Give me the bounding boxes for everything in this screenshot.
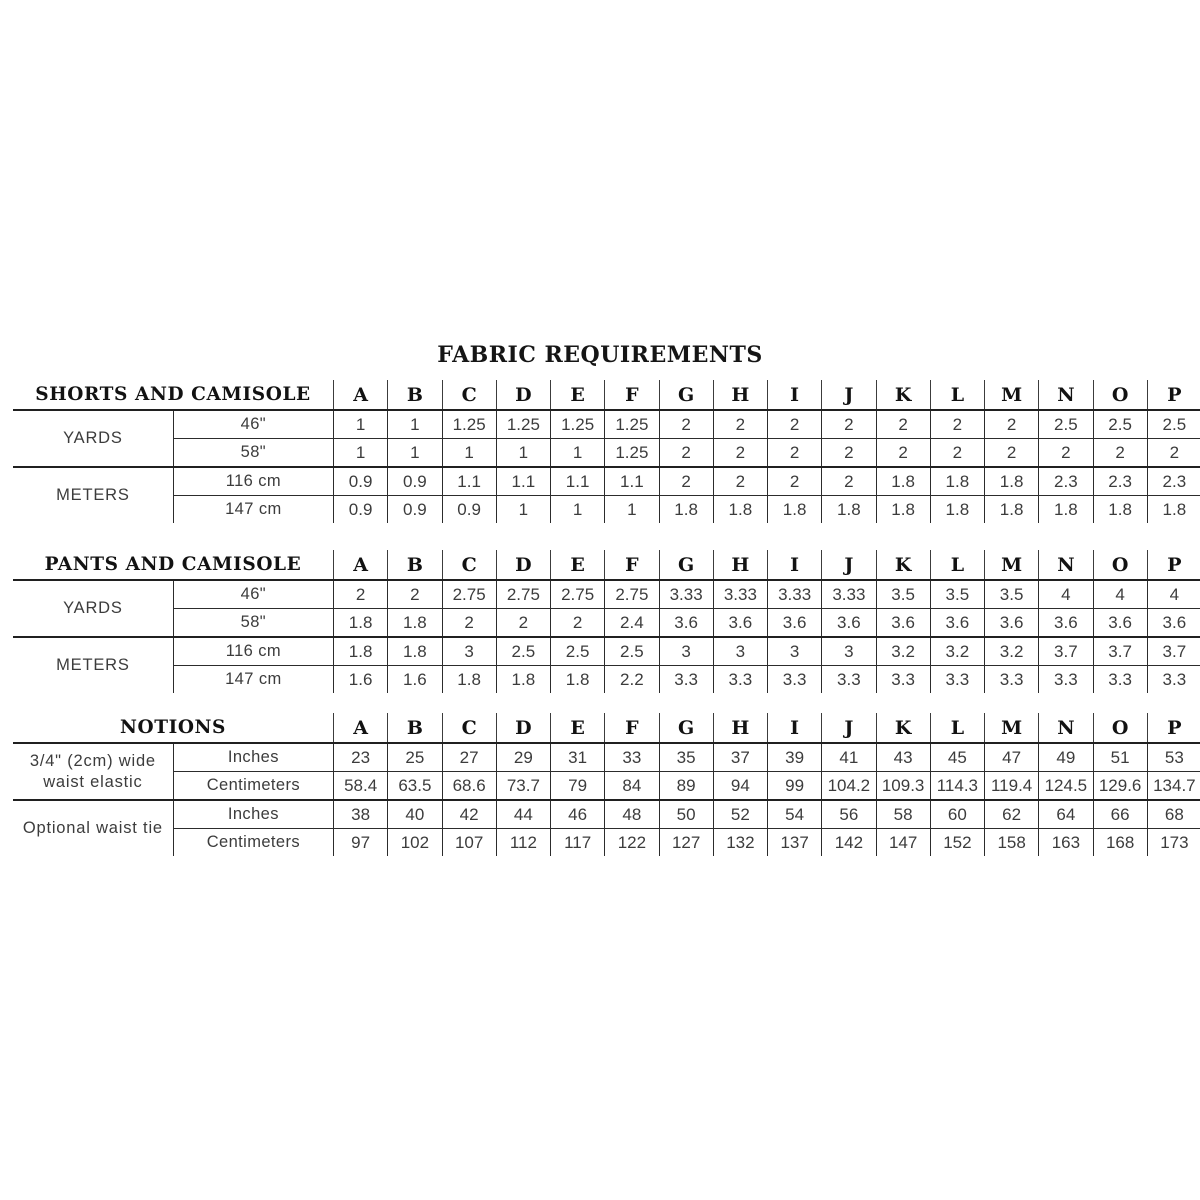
- value-cell: 3.3: [876, 666, 930, 694]
- value-cell: 1.8: [768, 496, 822, 524]
- size-column-header: G: [659, 550, 713, 580]
- value-cell: 2: [713, 439, 767, 468]
- value-cell: 3.3: [1093, 666, 1147, 694]
- table-row: [13, 467, 1200, 496]
- value-cell: 1.6: [334, 666, 388, 694]
- value-cell: 3.33: [768, 580, 822, 609]
- value-cell: 4: [1039, 580, 1093, 609]
- value-cell: 2.75: [605, 580, 659, 609]
- value-cell: 2.2: [605, 666, 659, 694]
- value-cell: 3.5: [876, 580, 930, 609]
- value-cell: 2: [930, 439, 984, 468]
- size-column-header: J: [822, 550, 876, 580]
- value-cell: 1.8: [1147, 496, 1200, 524]
- value-cell: 48: [605, 800, 659, 829]
- value-cell: 56: [822, 800, 876, 829]
- value-cell: 2: [659, 439, 713, 468]
- value-cell: 3.3: [985, 666, 1039, 694]
- value-cell: 1.8: [876, 496, 930, 524]
- value-cell: 2.5: [551, 637, 605, 666]
- value-cell: 2.75: [442, 580, 496, 609]
- value-cell: 3.6: [985, 609, 1039, 638]
- table-row: [13, 666, 1200, 694]
- value-cell: 1: [334, 410, 388, 439]
- value-cell: 2: [551, 609, 605, 638]
- value-cell: 62: [985, 800, 1039, 829]
- table-row: [13, 439, 1200, 468]
- value-cell: 3: [768, 637, 822, 666]
- value-cell: 2: [876, 410, 930, 439]
- size-column-header: M: [985, 380, 1039, 410]
- size-column-header: C: [442, 380, 496, 410]
- size-column-header: P: [1147, 713, 1200, 743]
- size-column-header: K: [876, 713, 930, 743]
- value-cell: 2: [768, 467, 822, 496]
- fabric-table: [13, 713, 1200, 856]
- table-pants-and-camisole: [13, 550, 1185, 693]
- value-cell: 3.2: [876, 637, 930, 666]
- value-cell: 142: [822, 829, 876, 857]
- value-cell: 73.7: [496, 772, 550, 801]
- value-cell: 39: [768, 743, 822, 772]
- row-label: 46": [173, 410, 333, 439]
- value-cell: 2: [985, 410, 1039, 439]
- row-group-label: YARDS: [63, 429, 123, 448]
- value-cell: 1.25: [442, 410, 496, 439]
- table-row: [13, 829, 1200, 857]
- value-cell: 1.8: [876, 467, 930, 496]
- value-cell: 3.7: [1039, 637, 1093, 666]
- value-cell: 3.3: [822, 666, 876, 694]
- value-cell: 1.8: [388, 637, 442, 666]
- value-cell: 3.33: [659, 580, 713, 609]
- value-cell: 3.6: [930, 609, 984, 638]
- value-cell: 2: [496, 609, 550, 638]
- value-cell: 104.2: [822, 772, 876, 801]
- value-cell: 1.25: [551, 410, 605, 439]
- value-cell: 37: [713, 743, 767, 772]
- value-cell: 2.5: [1039, 410, 1093, 439]
- row-group-label: 3/4" (2cm) wide waist elastic: [29, 751, 156, 791]
- value-cell: 1: [551, 439, 605, 468]
- value-cell: 23: [334, 743, 388, 772]
- fabric-table: [13, 550, 1200, 693]
- size-column-header: M: [985, 550, 1039, 580]
- value-cell: 94: [713, 772, 767, 801]
- value-cell: 43: [876, 743, 930, 772]
- value-cell: 2.4: [605, 609, 659, 638]
- value-cell: 1.1: [496, 467, 550, 496]
- value-cell: 3.3: [1039, 666, 1093, 694]
- value-cell: 2: [768, 439, 822, 468]
- row-label: 58": [173, 609, 333, 638]
- table-row: [13, 800, 1200, 829]
- size-column-header: F: [605, 713, 659, 743]
- value-cell: 107: [442, 829, 496, 857]
- value-cell: 1.1: [605, 467, 659, 496]
- value-cell: 49: [1039, 743, 1093, 772]
- value-cell: 2: [1039, 439, 1093, 468]
- value-cell: 3: [822, 637, 876, 666]
- size-column-header: F: [605, 380, 659, 410]
- size-column-header: E: [551, 380, 605, 410]
- value-cell: 3.7: [1147, 637, 1200, 666]
- size-column-header: A: [334, 380, 388, 410]
- value-cell: 1.8: [442, 666, 496, 694]
- size-column-header: D: [496, 550, 550, 580]
- size-column-header: H: [713, 713, 767, 743]
- value-cell: 152: [930, 829, 984, 857]
- value-cell: 102: [388, 829, 442, 857]
- value-cell: 1.1: [442, 467, 496, 496]
- size-column-header: A: [334, 550, 388, 580]
- value-cell: 29: [496, 743, 550, 772]
- value-cell: 54: [768, 800, 822, 829]
- value-cell: 1.8: [496, 666, 550, 694]
- fabric-table: [13, 380, 1200, 523]
- value-cell: 119.4: [985, 772, 1039, 801]
- size-column-header: O: [1093, 550, 1147, 580]
- value-cell: 1.8: [551, 666, 605, 694]
- value-cell: 3.2: [930, 637, 984, 666]
- size-column-header: C: [442, 550, 496, 580]
- value-cell: 2: [1147, 439, 1200, 468]
- value-cell: 52: [713, 800, 767, 829]
- value-cell: 45: [930, 743, 984, 772]
- size-column-header: D: [496, 380, 550, 410]
- value-cell: 64: [1039, 800, 1093, 829]
- value-cell: 1.8: [1093, 496, 1147, 524]
- value-cell: 163: [1039, 829, 1093, 857]
- value-cell: 2.5: [496, 637, 550, 666]
- value-cell: 1: [551, 496, 605, 524]
- table-row: [13, 743, 1200, 772]
- value-cell: 0.9: [442, 496, 496, 524]
- table-notions: [13, 713, 1196, 856]
- size-column-header: G: [659, 713, 713, 743]
- value-cell: 109.3: [876, 772, 930, 801]
- value-cell: 1.6: [388, 666, 442, 694]
- value-cell: 1.8: [713, 496, 767, 524]
- size-column-header: A: [334, 713, 388, 743]
- value-cell: 127: [659, 829, 713, 857]
- value-cell: 3.6: [1039, 609, 1093, 638]
- size-column-header: D: [496, 713, 550, 743]
- size-column-header: B: [388, 713, 442, 743]
- value-cell: 2: [442, 609, 496, 638]
- value-cell: 1.8: [822, 496, 876, 524]
- size-column-header: H: [713, 380, 767, 410]
- value-cell: 3.6: [1147, 609, 1200, 638]
- value-cell: 1.8: [659, 496, 713, 524]
- value-cell: 79: [551, 772, 605, 801]
- value-cell: 40: [388, 800, 442, 829]
- row-label: 147 cm: [173, 496, 333, 524]
- value-cell: 3.3: [930, 666, 984, 694]
- row-group-label: YARDS: [63, 599, 123, 618]
- table-row: [13, 637, 1200, 666]
- value-cell: 173: [1147, 829, 1200, 857]
- value-cell: 2.5: [1093, 410, 1147, 439]
- value-cell: 3.2: [985, 637, 1039, 666]
- value-cell: 3.6: [713, 609, 767, 638]
- value-cell: 3: [442, 637, 496, 666]
- value-cell: 2: [876, 439, 930, 468]
- table-header-row: [13, 380, 1200, 410]
- value-cell: 63.5: [388, 772, 442, 801]
- row-label: 116 cm: [173, 637, 333, 666]
- value-cell: 3.5: [985, 580, 1039, 609]
- table-row: [13, 772, 1200, 801]
- value-cell: 3.6: [1093, 609, 1147, 638]
- value-cell: 0.9: [334, 467, 388, 496]
- size-column-header: F: [605, 550, 659, 580]
- value-cell: 1.8: [985, 496, 1039, 524]
- value-cell: 3.33: [822, 580, 876, 609]
- size-column-header: H: [713, 550, 767, 580]
- size-column-header: G: [659, 380, 713, 410]
- value-cell: 3.6: [822, 609, 876, 638]
- value-cell: 3.33: [713, 580, 767, 609]
- size-column-header: N: [1039, 550, 1093, 580]
- value-cell: 0.9: [388, 467, 442, 496]
- size-column-header: P: [1147, 550, 1200, 580]
- table-title: SHORTS AND CAMISOLE: [13, 380, 334, 410]
- value-cell: 1.25: [605, 410, 659, 439]
- size-column-header: K: [876, 550, 930, 580]
- value-cell: 2: [768, 410, 822, 439]
- value-cell: 46: [551, 800, 605, 829]
- value-cell: 68.6: [442, 772, 496, 801]
- value-cell: 112: [496, 829, 550, 857]
- value-cell: 66: [1093, 800, 1147, 829]
- size-column-header: L: [930, 713, 984, 743]
- row-group-label: Optional waist tie: [13, 800, 173, 856]
- value-cell: 25: [388, 743, 442, 772]
- size-column-header: B: [388, 380, 442, 410]
- value-cell: 60: [930, 800, 984, 829]
- value-cell: 2.3: [1147, 467, 1200, 496]
- value-cell: 1: [334, 439, 388, 468]
- value-cell: 1.8: [334, 609, 388, 638]
- row-label: 46": [173, 580, 333, 609]
- table-row: [13, 496, 1200, 524]
- size-column-header: E: [551, 713, 605, 743]
- value-cell: 1: [496, 439, 550, 468]
- row-label: Centimeters: [173, 772, 333, 801]
- value-cell: 2: [713, 410, 767, 439]
- size-column-header: K: [876, 380, 930, 410]
- value-cell: 2.5: [1147, 410, 1200, 439]
- value-cell: 2: [659, 410, 713, 439]
- table-shorts-and-camisole: [13, 380, 1185, 523]
- row-group-label: METERS: [13, 637, 173, 693]
- value-cell: 1: [605, 496, 659, 524]
- value-cell: 2: [1093, 439, 1147, 468]
- value-cell: 3: [713, 637, 767, 666]
- value-cell: 27: [442, 743, 496, 772]
- value-cell: 42: [442, 800, 496, 829]
- size-column-header: I: [768, 713, 822, 743]
- row-group-label: METERS: [13, 467, 173, 523]
- value-cell: 2.75: [551, 580, 605, 609]
- row-label: Inches: [173, 743, 333, 772]
- value-cell: 2: [822, 439, 876, 468]
- row-label: Inches: [173, 800, 333, 829]
- size-column-header: P: [1147, 380, 1200, 410]
- value-cell: 2.5: [605, 637, 659, 666]
- value-cell: 114.3: [930, 772, 984, 801]
- value-cell: 89: [659, 772, 713, 801]
- value-cell: 51: [1093, 743, 1147, 772]
- row-label: Centimeters: [173, 829, 333, 857]
- table-title: NOTIONS: [13, 713, 334, 743]
- table-row: [13, 580, 1200, 609]
- value-cell: 158: [985, 829, 1039, 857]
- value-cell: 2: [822, 467, 876, 496]
- value-cell: 58.4: [334, 772, 388, 801]
- value-cell: 0.9: [334, 496, 388, 524]
- value-cell: 4: [1093, 580, 1147, 609]
- value-cell: 50: [659, 800, 713, 829]
- value-cell: 2: [659, 467, 713, 496]
- value-cell: 68: [1147, 800, 1200, 829]
- size-column-header: I: [768, 550, 822, 580]
- value-cell: 117: [551, 829, 605, 857]
- row-label: 116 cm: [173, 467, 333, 496]
- value-cell: 2: [388, 580, 442, 609]
- value-cell: 3: [659, 637, 713, 666]
- value-cell: 1: [442, 439, 496, 468]
- value-cell: 3.6: [876, 609, 930, 638]
- value-cell: 1.8: [985, 467, 1039, 496]
- value-cell: 137: [768, 829, 822, 857]
- value-cell: 58: [876, 800, 930, 829]
- value-cell: 4: [1147, 580, 1200, 609]
- size-column-header: N: [1039, 380, 1093, 410]
- value-cell: 0.9: [388, 496, 442, 524]
- value-cell: 3.7: [1093, 637, 1147, 666]
- value-cell: 84: [605, 772, 659, 801]
- size-column-header: B: [388, 550, 442, 580]
- value-cell: 44: [496, 800, 550, 829]
- page-title: FABRIC REQUIREMENTS: [437, 342, 763, 368]
- value-cell: 35: [659, 743, 713, 772]
- size-column-header: E: [551, 550, 605, 580]
- value-cell: 2: [822, 410, 876, 439]
- value-cell: 168: [1093, 829, 1147, 857]
- value-cell: 147: [876, 829, 930, 857]
- value-cell: 1: [388, 410, 442, 439]
- value-cell: 41: [822, 743, 876, 772]
- value-cell: 31: [551, 743, 605, 772]
- table-header-row: [13, 713, 1200, 743]
- value-cell: 2.3: [1093, 467, 1147, 496]
- size-column-header: I: [768, 380, 822, 410]
- value-cell: 2.3: [1039, 467, 1093, 496]
- value-cell: 99: [768, 772, 822, 801]
- value-cell: 2.75: [496, 580, 550, 609]
- row-label: 58": [173, 439, 333, 468]
- value-cell: 1.1: [551, 467, 605, 496]
- value-cell: 2: [985, 439, 1039, 468]
- value-cell: 3.3: [768, 666, 822, 694]
- value-cell: 3.3: [659, 666, 713, 694]
- value-cell: 2: [334, 580, 388, 609]
- size-column-header: O: [1093, 380, 1147, 410]
- value-cell: 124.5: [1039, 772, 1093, 801]
- table-header-row: [13, 550, 1200, 580]
- value-cell: 97: [334, 829, 388, 857]
- value-cell: 2: [930, 410, 984, 439]
- value-cell: 1.8: [930, 467, 984, 496]
- size-column-header: O: [1093, 713, 1147, 743]
- size-column-header: L: [930, 380, 984, 410]
- value-cell: 1: [496, 496, 550, 524]
- table-title: PANTS AND CAMISOLE: [13, 550, 334, 580]
- value-cell: 1.8: [1039, 496, 1093, 524]
- value-cell: 1: [388, 439, 442, 468]
- size-column-header: J: [822, 380, 876, 410]
- size-column-header: N: [1039, 713, 1093, 743]
- value-cell: 2: [713, 467, 767, 496]
- value-cell: 134.7: [1147, 772, 1200, 801]
- value-cell: 129.6: [1093, 772, 1147, 801]
- size-column-header: J: [822, 713, 876, 743]
- value-cell: 1.25: [496, 410, 550, 439]
- value-cell: 132: [713, 829, 767, 857]
- value-cell: 1.8: [334, 637, 388, 666]
- value-cell: 1.8: [388, 609, 442, 638]
- value-cell: 33: [605, 743, 659, 772]
- size-column-header: C: [442, 713, 496, 743]
- value-cell: 53: [1147, 743, 1200, 772]
- value-cell: 3.5: [930, 580, 984, 609]
- value-cell: 1.8: [930, 496, 984, 524]
- value-cell: 47: [985, 743, 1039, 772]
- table-row: [13, 410, 1200, 439]
- value-cell: 38: [334, 800, 388, 829]
- value-cell: 3.6: [768, 609, 822, 638]
- table-row: [13, 609, 1200, 638]
- size-column-header: L: [930, 550, 984, 580]
- row-label: 147 cm: [173, 666, 333, 694]
- size-column-header: M: [985, 713, 1039, 743]
- value-cell: 1.25: [605, 439, 659, 468]
- value-cell: 122: [605, 829, 659, 857]
- value-cell: 3.6: [659, 609, 713, 638]
- value-cell: 3.3: [1147, 666, 1200, 694]
- value-cell: 3.3: [713, 666, 767, 694]
